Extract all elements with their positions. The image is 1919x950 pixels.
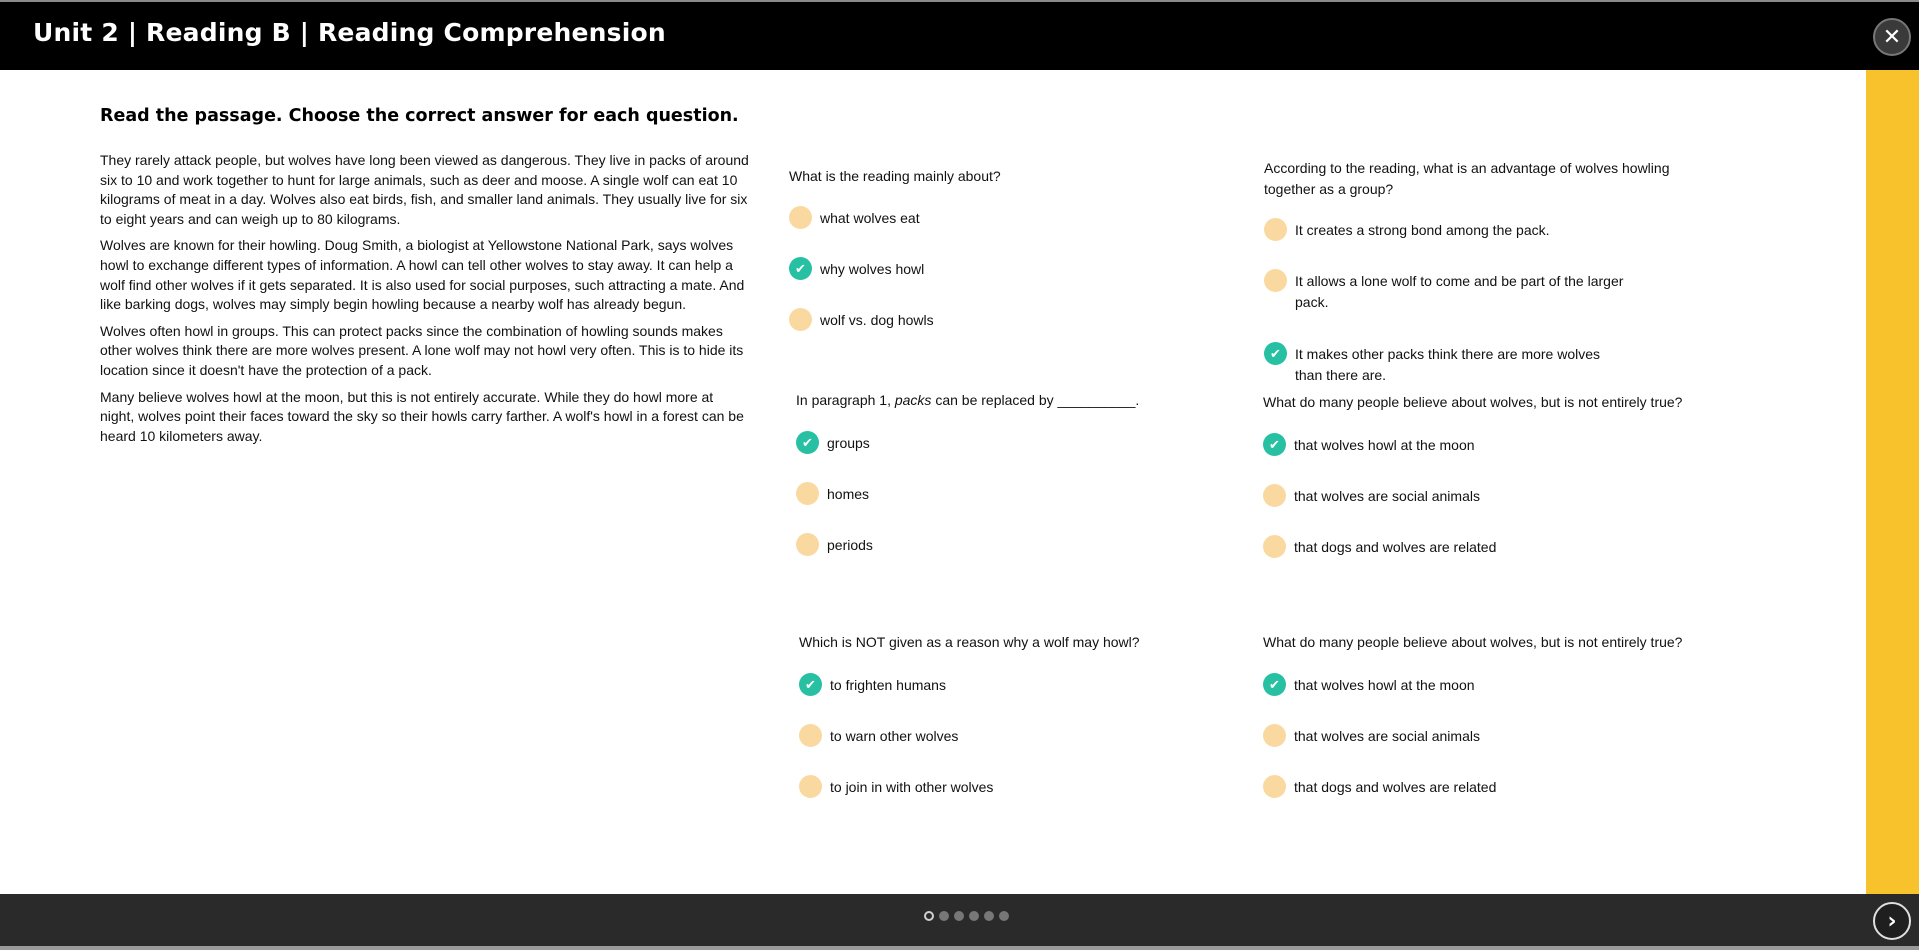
- option-label: wolf vs. dog howls: [820, 312, 934, 328]
- accent-sidebar: [1866, 70, 1919, 894]
- radio-button[interactable]: [799, 724, 822, 747]
- answer-option[interactable]: [799, 675, 1160, 696]
- radio-button[interactable]: [1263, 724, 1286, 747]
- option-label: why wolves howl: [820, 261, 925, 277]
- question-6: [1263, 632, 1693, 795]
- reading-passage: [100, 151, 750, 453]
- radio-button[interactable]: [1263, 673, 1286, 696]
- answer-option[interactable]: [1263, 675, 1624, 696]
- next-button[interactable]: [1873, 902, 1911, 940]
- page-dot[interactable]: [954, 911, 964, 921]
- option-label: periods: [827, 537, 873, 553]
- option-label: It makes other packs think there are more wolves than there are.: [1295, 346, 1601, 383]
- answer-option[interactable]: [1263, 486, 1624, 507]
- question-prompt: What is the reading mainly about?: [789, 168, 1001, 184]
- option-label: to join in with other wolves: [830, 779, 994, 795]
- checkmark-icon: ✔: [1269, 676, 1280, 692]
- option-label: that dogs and wolves are related: [1294, 779, 1497, 795]
- option-label: that wolves howl at the moon: [1294, 437, 1475, 453]
- question-prompt: What do many people believe about wolves, but is not entirely true?: [1263, 634, 1683, 650]
- answer-option[interactable]: [789, 259, 1150, 280]
- option-label: It creates a strong bond among the pack.: [1295, 222, 1550, 238]
- radio-button[interactable]: [796, 482, 819, 505]
- radio-button[interactable]: [1264, 342, 1287, 365]
- answer-option[interactable]: [799, 726, 1160, 747]
- answer-option[interactable]: [1264, 271, 1625, 313]
- option-label: It allows a lone wolf to come and be part of the larger pack.: [1295, 273, 1624, 310]
- instructions: Read the passage. Choose the correct answer for each question.: [100, 106, 739, 126]
- answer-option[interactable]: [1264, 344, 1625, 386]
- checkmark-icon: ✔: [1269, 436, 1280, 452]
- footer-bar: [0, 894, 1919, 950]
- answer-option[interactable]: [789, 208, 1150, 229]
- option-label: homes: [827, 486, 870, 502]
- radio-button[interactable]: [1263, 433, 1286, 456]
- radio-button[interactable]: [1264, 269, 1287, 292]
- option-label: that dogs and wolves are related: [1294, 539, 1497, 555]
- radio-button[interactable]: [799, 673, 822, 696]
- passage-paragraph: They rarely attack people, but wolves have long been viewed as dangerous. They live in packs of around six to 10 and work together to hunt for large animals, such as deer and moose. A single wolf can eat 10 kilograms of meat in a day. Wolves also eat birds, fish, and smaller land animals. They usually live for six to eight years and can weigh up to 80 kilograms.: [100, 152, 749, 227]
- question-prompt: What do many people believe about wolves, but is not entirely true?: [1263, 394, 1683, 410]
- option-label: that wolves howl at the moon: [1294, 677, 1475, 693]
- answer-option[interactable]: [799, 777, 1160, 798]
- radio-button[interactable]: [1264, 218, 1287, 241]
- answer-option[interactable]: [789, 310, 1150, 331]
- option-label: what wolves eat: [820, 210, 920, 226]
- answer-option[interactable]: [1263, 435, 1624, 456]
- close-icon: ✕: [1882, 24, 1902, 50]
- checkmark-icon: ✔: [795, 260, 806, 276]
- answer-option[interactable]: [1263, 726, 1624, 747]
- option-label: to frighten humans: [830, 677, 946, 693]
- radio-button[interactable]: [796, 431, 819, 454]
- passage-paragraph: Many believe wolves howl at the moon, but this is not entirely accurate. While they do howl more at night, wolves point their faces toward the sky so their howls carry farther. A wolf's howl in a forest can be heard 10 kilometers away.: [100, 388, 744, 444]
- question-2: [796, 390, 1196, 553]
- radio-button[interactable]: [799, 775, 822, 798]
- option-label: groups: [827, 435, 870, 451]
- question-prompt: According to the reading, what is an advantage of wolves howling together as a group?: [1264, 160, 1670, 197]
- radio-button[interactable]: [796, 533, 819, 556]
- passage-paragraph: Wolves are known for their howling. Doug Smith, a biologist at Yellowstone National Park, says wolves howl to exchange different types of information. A howl can tell other wolves to stay away. It can help a wolf find other wolves if it gets separated. It is also used for social purposes, such attracting a mate. And like barking dogs, wolves may simply begin howling because a nearby wolf has already begun.: [100, 237, 745, 313]
- page-indicator: [924, 911, 1009, 921]
- question-prompt: Which is NOT given as a reason why a wolf may howl?: [799, 634, 1140, 650]
- passage-paragraph: Wolves often howl in groups. This can protect packs since the combination of howling sounds makes other wolves think there are more wolves present. A lone wolf may not howl very often. This is to hide its location since it doesn't have the protection of a pack.: [100, 322, 744, 378]
- answer-option[interactable]: [796, 484, 1157, 505]
- option-label: that wolves are social animals: [1294, 488, 1480, 504]
- question-5: [1263, 392, 1693, 555]
- chevron-right-icon: ›: [1887, 908, 1897, 934]
- radio-button[interactable]: [1263, 535, 1286, 558]
- answer-option[interactable]: [1263, 537, 1624, 558]
- question-3: [799, 632, 1199, 795]
- page-dot[interactable]: [939, 911, 949, 921]
- question-1: [789, 166, 1189, 328]
- question-4: [1264, 158, 1684, 383]
- answer-option[interactable]: [1263, 777, 1624, 798]
- page-dot[interactable]: [999, 911, 1009, 921]
- radio-button[interactable]: [1263, 484, 1286, 507]
- checkmark-icon: ✔: [805, 676, 816, 692]
- question-prompt: In paragraph 1, packs can be replaced by __________.: [796, 392, 1140, 408]
- option-label: that wolves are social animals: [1294, 728, 1480, 744]
- page-dot[interactable]: [924, 911, 934, 921]
- page-dot[interactable]: [984, 911, 994, 921]
- checkmark-icon: ✔: [1270, 345, 1281, 361]
- close-button[interactable]: [1873, 18, 1911, 56]
- radio-button[interactable]: [1263, 775, 1286, 798]
- radio-button[interactable]: [789, 257, 812, 280]
- radio-button[interactable]: [789, 206, 812, 229]
- option-label: to warn other wolves: [830, 728, 959, 744]
- radio-button[interactable]: [789, 308, 812, 331]
- checkmark-icon: ✔: [802, 434, 813, 450]
- answer-option[interactable]: [796, 535, 1157, 556]
- answer-option[interactable]: [1264, 220, 1625, 241]
- answer-option[interactable]: [796, 433, 1157, 454]
- header-bar: [0, 0, 1919, 70]
- page-dot[interactable]: [969, 911, 979, 921]
- page-title: Unit 2 | Reading B | Reading Comprehension: [33, 18, 666, 47]
